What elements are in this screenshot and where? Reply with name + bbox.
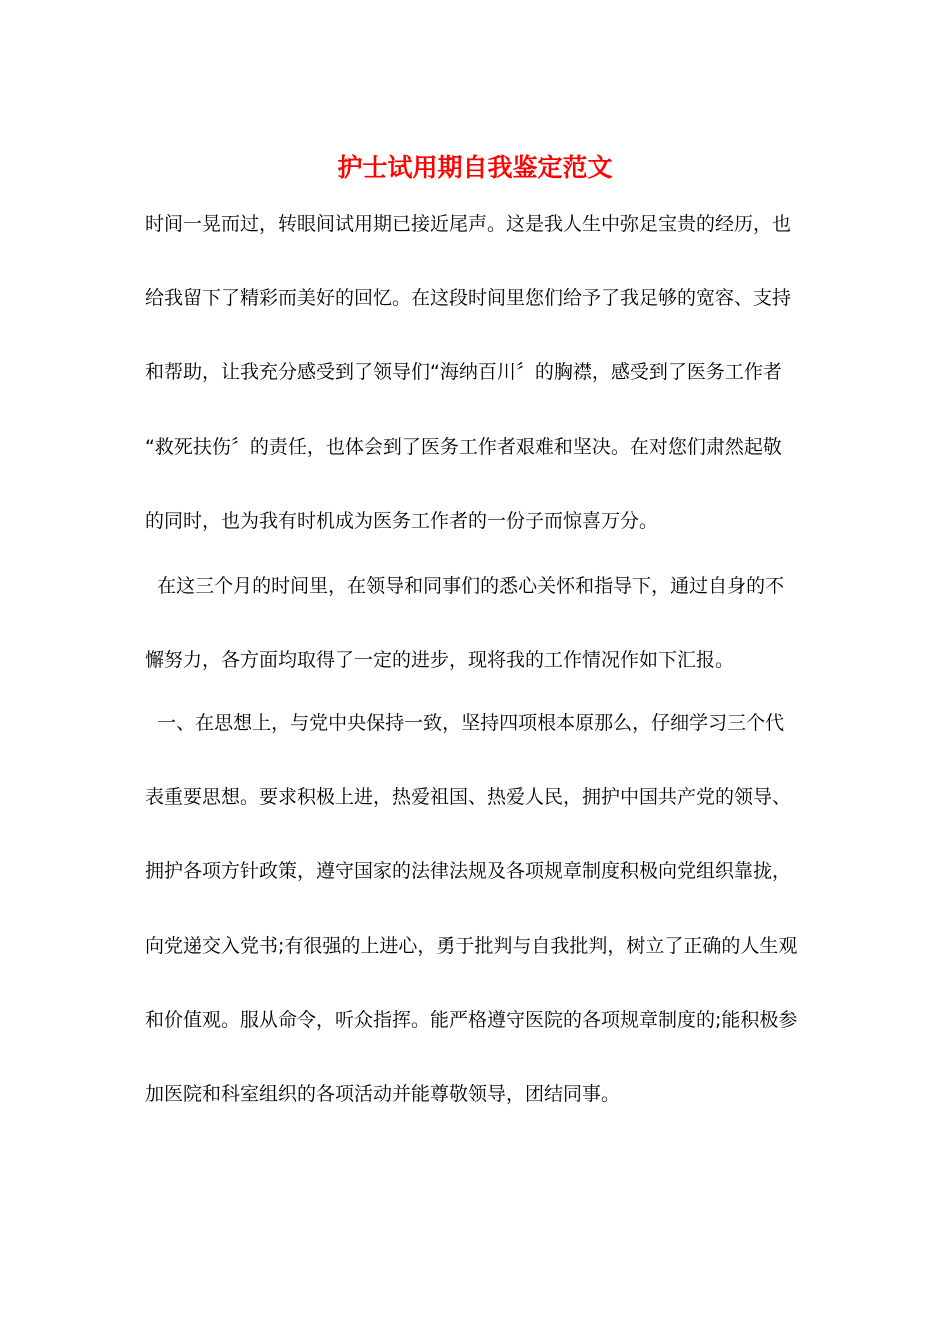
body-line: “救死扶伤〞的责任，也体会到了医务工作者艰难和坚决。在对您们肃然起敬 (145, 436, 782, 458)
body-line: 的同时，也为我有时机成为医务工作者的一份子而惊喜万分。 (145, 510, 659, 532)
body-line: 拥护各项方针政策，遵守国家的法律法规及各项规章制度积极向党组织靠拢， (145, 860, 792, 882)
body-line: 和帮助，让我充分感受到了领导们“海纳百川〞的胸襟，感受到了医务工作者 (145, 361, 782, 383)
body-line: 一、在思想上，与党中央保持一致，坚持四项根本原那么，仔细学习三个代 (145, 712, 785, 734)
body-line: 给我留下了精彩而美好的回忆。在这段时间里您们给予了我足够的宽容、支持 (145, 287, 792, 309)
body-line: 在这三个月的时间里，在领导和同事们的悉心关怀和指导下，通过自身的不 (145, 575, 785, 597)
body-line: 和价值观。服从命令，听众指挥。能严格遵守医院的各项规章制度的;能积极参 (145, 1009, 798, 1031)
body-line: 表重要思想。要求积极上进，热爱祖国、热爱人民，拥护中国共产党的领导、 (145, 786, 792, 808)
body-line: 加医院和科室组织的各项活动并能尊敬领导，团结同事。 (145, 1083, 621, 1105)
body-line: 向党递交入党书;有很强的上进心，勇于批判与自我批判，树立了正确的人生观 (145, 935, 798, 957)
body-line: 时间一晃而过，转眼间试用期已接近尾声。这是我人生中弥足宝贵的经历，也 (145, 213, 792, 235)
document-title: 护士试用期自我鉴定范文 (337, 153, 613, 182)
body-line: 懈努力，各方面均取得了一定的进步，现将我的工作情况作如下汇报。 (145, 649, 735, 671)
